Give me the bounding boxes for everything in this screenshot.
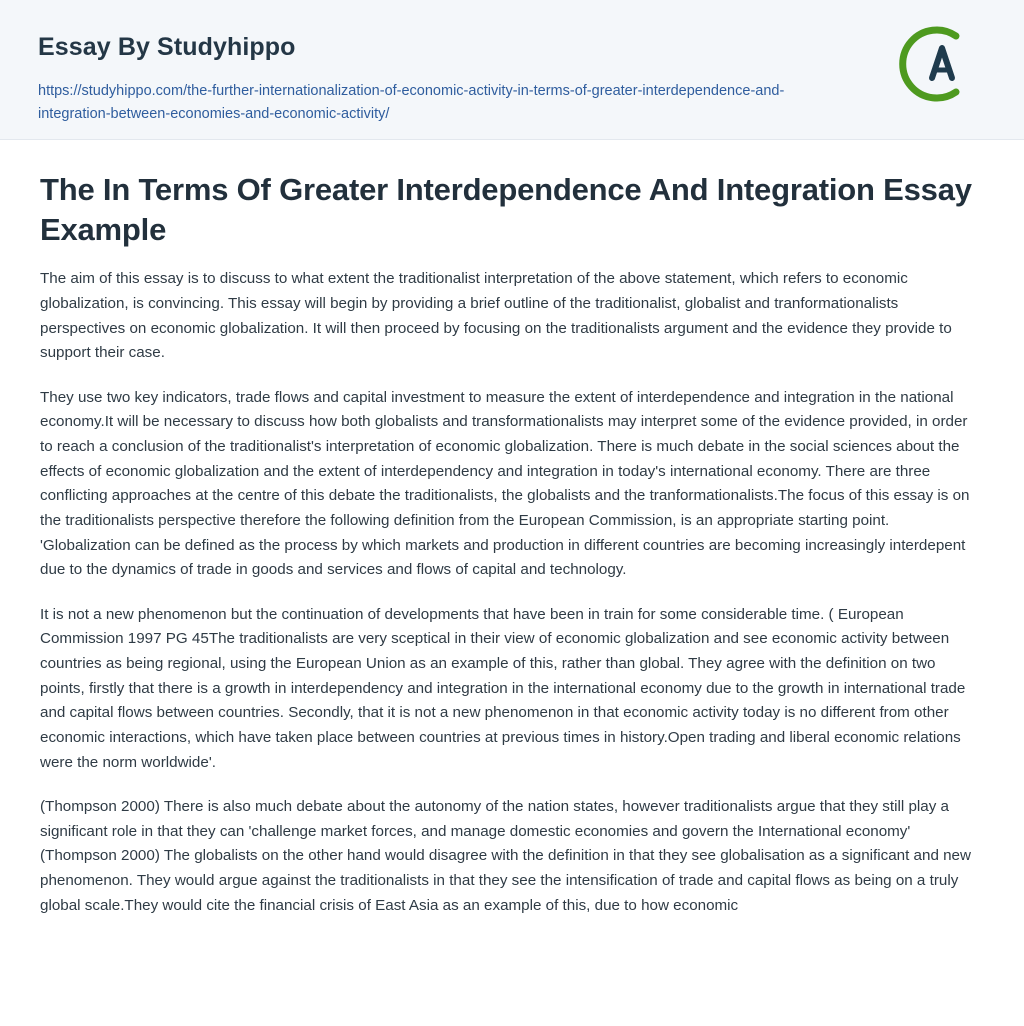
page-title: The In Terms Of Greater Interdependence And Integration Essay Example [40, 172, 972, 247]
site-brand: Essay By Studyhippo [38, 33, 296, 61]
paragraph-1: The aim of this essay is to discuss to what extent the traditionalist interpretation of the above statement, which refers to economic globalization, is convincing. This essay will begin by providing a brief outline of the traditionalist, globalist and tranformationalists perspectives on economic globalization. It will then proceed by focusing on the traditionalists argument and the evidence they provide to support their case. [40, 270, 952, 362]
paragraph-4: (Thompson 2000) There is also much debate about the autonomy of the nation states, however traditionalists argue that they still play a significant role in that they can 'challenge market forces, and manage domestic economies and govern the International economy' (Thompson 2000) The globalists on the other hand would disagree with the definition in that they see globalisation as a significant and new phenomenon. They would argue against the traditionalists in that they see the intensification of trade and capital flows as being on a truly global scale.They would cite the financial crisis of East Asia as an example of this, due to how economic [40, 798, 971, 914]
document-body [0, 140, 1024, 918]
studyhippo-logo-icon [896, 22, 980, 106]
paragraph-2: They use two key indicators, trade flows and capital investment to measure the extent of interdependence and integration in the national economy.It will be necessary to discuss how both globalists and transformationalists may interpret some of the evidence provided, in order to reach a conclusion of the traditionalist's interpretation of economic globalization. There is much debate in the social sciences about the effects of economic globalization and the extent of interdependency and integration in today's international economy. There are three conflicting approaches at the centre of this debate the traditionalists, the globalists and the tranformationalists.The focus of this essay is on the traditionalists perspective therefore the following definition from the European Commission, is an appropriate starting point. 'Globalization can be defined as the process by which markets and production in different countries are becoming increasingly interdepent due to the dynamics of trade in goods and services and flows of capital and technology. [40, 388, 970, 579]
paragraph-3: It is not a new phenomenon but the continuation of developments that have been in train for some considerable time. ( European Commission 1997 PG 45The traditionalists are very sceptical in their view of economic globalization and see economic activity between countries as being regional, using the European Union as an example of this, rather than global. They agree with the definition on two points, firstly that there is a growth in interdependency and integration in the international economy due to the growth in international trade and capital flows between countries. Secondly, that it is not a new phenomenon in that economic activity today is no different from other economic interactions, which have taken place between countries at previous times in history.Open trading and liberal economic relations were the norm worldwide'. [40, 605, 966, 771]
source-url[interactable]: https://studyhippo.com/the-further-internationalization-of-economic-activity-in-terms-of-greater-interdependence-and-integration-between-economies-and-economic-activity/ [38, 83, 785, 123]
site-header [0, 0, 1024, 140]
